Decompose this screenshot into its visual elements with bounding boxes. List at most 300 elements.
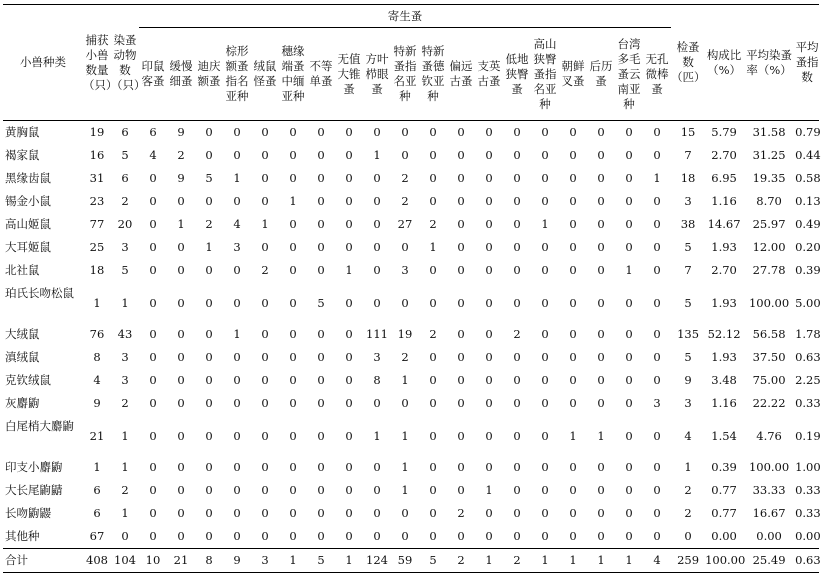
table-cell: 0 (205, 460, 213, 474)
table-cell: 0 (317, 240, 325, 254)
table-cell: 0 (569, 194, 577, 208)
table-cell: 16 (89, 148, 105, 162)
table-cell: 2 (177, 148, 185, 162)
table-cell: 0.33 (795, 506, 821, 520)
table-cell: 1 (93, 295, 101, 310)
table-cell: 0 (289, 327, 297, 341)
table-cell: 0 (233, 295, 241, 310)
table-row (3, 323, 819, 346)
table-row (3, 346, 819, 369)
table-cell: 0 (597, 396, 605, 410)
table-cell: 0 (289, 529, 297, 543)
table-cell: 1 (121, 506, 129, 520)
table-cell: 0 (205, 506, 213, 520)
table-row (3, 144, 819, 167)
table-cell: 0 (177, 460, 185, 474)
table-cell: 0 (429, 396, 437, 410)
table-cell: 0 (205, 263, 213, 277)
table-cell: 0 (233, 350, 241, 364)
table-cell: 0 (541, 350, 549, 364)
table-cell: 0 (513, 194, 521, 208)
table-cell: 1 (541, 217, 549, 231)
table-cell: 1.93 (711, 295, 737, 310)
table-row (3, 392, 819, 415)
table-cell: 0 (457, 350, 465, 364)
table-cell: 0 (149, 171, 157, 185)
table-cell: 0 (625, 327, 633, 341)
table-cell: 1 (615, 549, 643, 573)
table-cell: 2 (503, 549, 531, 573)
table-cell: 0 (457, 171, 465, 185)
table-cell: 0.77 (711, 506, 737, 520)
table-cell: 2 (261, 263, 269, 277)
table-cell: 3 (121, 240, 129, 254)
table-cell: 2 (121, 483, 129, 497)
table-cell: 0 (653, 148, 661, 162)
table-row (3, 213, 819, 236)
table-cell: 100.00 (748, 295, 790, 310)
table-cell: 5 (684, 240, 692, 254)
table-cell: 0 (597, 240, 605, 254)
table-cell: 0 (345, 217, 353, 231)
table-cell: 0 (205, 350, 213, 364)
table-row (3, 525, 819, 549)
table-cell: 0 (625, 350, 633, 364)
table-cell: 0 (317, 263, 325, 277)
table-cell: 0 (485, 506, 493, 520)
header-parasitic-fleas-group: 寄生蚤 (139, 5, 671, 28)
table-cell: 1 (345, 263, 353, 277)
table-cell: 0 (177, 506, 185, 520)
table-cell: 0 (625, 529, 633, 543)
table-cell: 0 (317, 327, 325, 341)
table-cell: 0 (345, 171, 353, 185)
table-cell: 7 (684, 148, 692, 162)
table-cell: 6 (93, 483, 101, 497)
table-cell: 0 (149, 506, 157, 520)
table-cell: 0 (261, 529, 269, 543)
table-cell: 0 (373, 194, 381, 208)
table-cell: 1.16 (711, 194, 737, 208)
table-cell: 0 (485, 194, 493, 208)
table-cell: 0 (149, 217, 157, 231)
table-cell: 1 (569, 428, 577, 443)
table-cell: 0 (261, 327, 269, 341)
table-cell: 0 (261, 295, 269, 310)
table-cell: 3.48 (711, 373, 737, 387)
table-cell: 0 (457, 148, 465, 162)
table-cell: 0 (625, 171, 633, 185)
header-flea-species: 台湾多毛蚤云南亚种 (615, 28, 643, 121)
header-infested-count: 染蚤动物数（只） (111, 5, 139, 121)
table-cell: 0 (457, 263, 465, 277)
table-cell: 1 (429, 240, 437, 254)
table-cell: 0 (345, 428, 353, 443)
table-cell: 1 (559, 549, 587, 573)
table-cell: 0 (541, 373, 549, 387)
table-cell: 0 (317, 460, 325, 474)
table-cell: 0 (261, 373, 269, 387)
table-cell: 0 (149, 483, 157, 497)
table-cell: 0 (625, 240, 633, 254)
table-cell: 0 (205, 148, 213, 162)
table-cell: 0 (345, 125, 353, 139)
table-cell: 0 (457, 529, 465, 543)
table-cell: 1 (653, 171, 661, 185)
table-cell: 0 (261, 460, 269, 474)
table-cell: 0 (457, 373, 465, 387)
table-cell: 0 (513, 240, 521, 254)
table-cell: 104 (111, 549, 139, 573)
table-cell: 52.12 (707, 327, 741, 341)
table-cell: 2 (401, 194, 409, 208)
table-cell: 0 (429, 295, 437, 310)
table-cell: 0 (289, 396, 297, 410)
table-cell: 0 (401, 240, 409, 254)
table-cell: 1 (475, 549, 503, 573)
table-cell: 0 (289, 217, 297, 231)
table-cell: 0 (205, 529, 213, 543)
table-cell: 111 (366, 327, 388, 341)
table-cell: 6 (121, 125, 129, 139)
table-cell: 2.70 (711, 148, 737, 162)
table-cell: 0 (625, 483, 633, 497)
table-cell: 8.70 (756, 194, 782, 208)
header-flea-species: 特新蚤指名亚种 (391, 28, 419, 121)
table-cell: 0.39 (711, 460, 737, 474)
table-cell: 0 (373, 125, 381, 139)
table-cell: 8 (93, 350, 101, 364)
table-cell: 0 (401, 396, 409, 410)
table-cell: 1 (373, 428, 381, 443)
table-cell: 18 (680, 171, 696, 185)
table-cell: 0 (373, 263, 381, 277)
table-cell: 2 (401, 350, 409, 364)
table-cell: 2.25 (795, 373, 821, 387)
table-cell: 0 (317, 171, 325, 185)
table-cell: 0.19 (795, 428, 821, 443)
table-cell: 33.33 (752, 483, 786, 497)
table-cell: 0 (429, 125, 437, 139)
table-cell: 0.13 (795, 194, 821, 208)
table-cell: 0 (429, 194, 437, 208)
table-cell: 0 (205, 428, 213, 443)
table-cell: 0 (625, 148, 633, 162)
table-cell: 0 (569, 373, 577, 387)
table-cell: 9 (223, 549, 251, 573)
table-cell: 0 (317, 396, 325, 410)
table-cell: 5 (205, 171, 213, 185)
table-cell: 0 (345, 148, 353, 162)
table-cell: 0 (233, 506, 241, 520)
row-species-name: 褐家鼠 (5, 148, 40, 162)
table-cell: 0 (289, 263, 297, 277)
table-cell: 1.93 (711, 350, 737, 364)
table-cell: 3 (401, 263, 409, 277)
table-cell: 0 (569, 350, 577, 364)
table-cell: 0 (233, 263, 241, 277)
table-cell: 0 (597, 327, 605, 341)
table-body (3, 121, 819, 573)
table-cell: 0 (289, 125, 297, 139)
table-cell: 0 (653, 295, 661, 310)
table-cell: 0 (345, 483, 353, 497)
table-cell: 31.58 (752, 125, 786, 139)
table-cell: 0.49 (795, 217, 821, 231)
header-flea-species: 绒鼠怪蚤 (251, 28, 279, 121)
row-species-name: 灰麝鼩 (5, 396, 40, 410)
table-cell: 0 (569, 460, 577, 474)
table-cell: 0 (121, 529, 129, 543)
table-cell: 0 (261, 171, 269, 185)
table-cell: 0 (485, 529, 493, 543)
table-cell: 0 (513, 529, 521, 543)
table-cell: 124 (363, 549, 391, 573)
table-cell: 5.79 (711, 125, 737, 139)
table-cell: 1 (233, 327, 241, 341)
table-cell: 0 (373, 506, 381, 520)
table-cell: 0 (541, 428, 549, 443)
table-cell: 6 (93, 506, 101, 520)
header-flea-species: 印鼠客蚤 (139, 28, 167, 121)
table-cell: 0 (149, 396, 157, 410)
header-flea-species: 偏远古蚤 (447, 28, 475, 121)
table-cell: 0 (569, 295, 577, 310)
table-cell: 0 (261, 396, 269, 410)
table-cell: 0 (205, 295, 213, 310)
table-cell: 2 (429, 327, 437, 341)
table-cell: 0 (541, 327, 549, 341)
table-row (3, 479, 819, 502)
table-cell: 0 (457, 483, 465, 497)
table-cell: 0 (149, 194, 157, 208)
header-flea-species: 缓慢细蚤 (167, 28, 195, 121)
header-flea-species: 无值大锥蚤 (335, 28, 363, 121)
header-flea-species: 不等单蚤 (307, 28, 335, 121)
table-cell: 0 (569, 148, 577, 162)
table-cell: 8 (195, 549, 223, 573)
table-cell: 0 (401, 125, 409, 139)
table-cell: 0.44 (795, 148, 821, 162)
table-cell: 0 (625, 194, 633, 208)
table-cell: 0 (429, 483, 437, 497)
table-cell: 1 (177, 217, 185, 231)
table-cell: 27.78 (752, 263, 786, 277)
table-cell: 1 (597, 428, 605, 443)
table-cell: 0 (569, 396, 577, 410)
table-cell: 1 (93, 460, 101, 474)
table-cell: 0 (513, 148, 521, 162)
table-cell: 0 (261, 240, 269, 254)
table-cell: 5 (121, 263, 129, 277)
table-cell: 0 (541, 529, 549, 543)
table-cell: 0 (513, 373, 521, 387)
table-cell: 0 (373, 396, 381, 410)
header-flea-species: 方叶栉眼蚤 (363, 28, 391, 121)
table-cell: 0 (653, 428, 661, 443)
table-cell: 3 (121, 350, 129, 364)
table-cell: 0 (485, 263, 493, 277)
table-cell: 0 (625, 506, 633, 520)
table-row (3, 167, 819, 190)
table-cell: 0 (541, 263, 549, 277)
table-cell: 0 (485, 428, 493, 443)
table-cell: 0.58 (795, 171, 821, 185)
table-cell: 0 (653, 217, 661, 231)
table-cell: 0 (429, 148, 437, 162)
table-cell: 0 (541, 396, 549, 410)
table-cell: 0 (373, 460, 381, 474)
table-cell: 38 (680, 217, 696, 231)
table-cell: 2 (457, 506, 465, 520)
table-cell: 0 (485, 373, 493, 387)
table-cell: 0.77 (711, 483, 737, 497)
table-cell: 7 (684, 263, 692, 277)
table-cell: 0 (149, 263, 157, 277)
table-cell: 0 (485, 171, 493, 185)
table-cell: 16.67 (752, 506, 786, 520)
table-cell: 22.22 (752, 396, 786, 410)
row-species-name: 合计 (3, 549, 83, 573)
row-species-name: 大绒鼠 (5, 327, 40, 341)
table-cell: 0 (373, 295, 381, 310)
table-cell: 0 (485, 460, 493, 474)
table-cell: 5 (317, 295, 325, 310)
table-cell: 0 (373, 171, 381, 185)
table-cell: 0 (205, 327, 213, 341)
table-cell: 0 (541, 125, 549, 139)
table-cell: 0 (457, 295, 465, 310)
table-cell: 0 (541, 194, 549, 208)
table-cell: 0 (597, 263, 605, 277)
table-cell: 0 (597, 148, 605, 162)
table-cell: 5 (684, 350, 692, 364)
table-cell: 3 (684, 396, 692, 410)
header-captured-count: 捕获小兽数量（只） (83, 5, 111, 121)
table-row (3, 502, 819, 525)
row-species-name: 印支小麝鼩 (5, 460, 63, 474)
header-flea-species: 朝鲜叉蚤 (559, 28, 587, 121)
table-cell: 0 (541, 460, 549, 474)
header-flea-species: 穗缘端蚤中缅亚种 (279, 28, 307, 121)
table-cell: 10 (139, 549, 167, 573)
table-cell: 0 (149, 327, 157, 341)
table-cell: 0 (233, 373, 241, 387)
table-cell: 0 (317, 529, 325, 543)
table-cell: 0.33 (795, 483, 821, 497)
table-cell: 0 (597, 125, 605, 139)
table-cell: 0 (233, 396, 241, 410)
table-cell: 0 (653, 460, 661, 474)
table-cell: 1 (205, 240, 213, 254)
table-cell: 2 (513, 327, 521, 341)
table-cell: 0 (345, 350, 353, 364)
table-cell: 0 (345, 506, 353, 520)
table-cell: 0 (653, 373, 661, 387)
table-cell: 0 (149, 460, 157, 474)
table-cell: 76 (89, 327, 105, 341)
table-cell: 0.00 (711, 529, 737, 543)
table-cell: 0 (177, 295, 185, 310)
table-cell: 0 (457, 194, 465, 208)
table-cell: 5 (307, 549, 335, 573)
table-cell: 4 (684, 428, 692, 443)
table-cell: 0 (485, 240, 493, 254)
table-cell: 0 (233, 194, 241, 208)
table-cell: 0 (485, 217, 493, 231)
row-species-name: 珀氏长吻松鼠 (5, 286, 74, 300)
table-cell: 0 (317, 194, 325, 208)
table-cell: 0 (401, 295, 409, 310)
header-flea-species: 支英古蚤 (475, 28, 503, 121)
table-cell: 1 (279, 549, 307, 573)
table-cell: 0 (401, 148, 409, 162)
table-cell: 1 (587, 549, 615, 573)
table-cell: 0 (149, 350, 157, 364)
table-cell: 0 (317, 148, 325, 162)
table-cell: 0 (569, 506, 577, 520)
table-cell: 3 (121, 373, 129, 387)
table-cell: 0 (653, 506, 661, 520)
table-cell: 0.00 (756, 529, 782, 543)
table-row (3, 236, 819, 259)
table-cell: 0 (177, 529, 185, 543)
row-species-name: 其他种 (5, 529, 40, 543)
table-cell: 59 (391, 549, 419, 573)
table-cell: 0 (317, 217, 325, 231)
table-cell: 21 (167, 549, 195, 573)
row-species-name: 白尾梢大麝鼩 (5, 419, 74, 433)
table-cell: 0 (429, 460, 437, 474)
table-cell: 0 (429, 373, 437, 387)
table-cell: 0.63 (795, 350, 821, 364)
table-cell: 0 (345, 327, 353, 341)
table-cell: 0 (177, 240, 185, 254)
header-fleas-collected: 检蚤数（匹） (671, 5, 705, 121)
table-cell: 0 (289, 171, 297, 185)
table-cell: 5.00 (795, 295, 821, 310)
table-cell: 2.70 (711, 263, 737, 277)
row-species-name: 长吻鼩鼹 (5, 506, 51, 520)
flea-data-table (3, 4, 819, 573)
table-cell: 0 (513, 396, 521, 410)
table-cell: 0 (653, 240, 661, 254)
table-cell: 25.97 (752, 217, 786, 231)
table-cell: 0 (149, 529, 157, 543)
table-row (3, 415, 819, 456)
table-cell: 1 (121, 428, 129, 443)
table-cell: 1 (684, 460, 692, 474)
table-cell: 3 (251, 549, 279, 573)
table-cell: 0 (569, 240, 577, 254)
table-cell: 0 (429, 428, 437, 443)
row-species-name: 高山姬鼠 (5, 217, 51, 231)
table-cell: 0 (205, 483, 213, 497)
table-cell: 0 (289, 350, 297, 364)
table-cell: 1.93 (711, 240, 737, 254)
table-cell: 0 (597, 171, 605, 185)
row-species-name: 北社鼠 (5, 263, 40, 277)
table-cell: 0 (149, 373, 157, 387)
table-cell: 100.00 (705, 549, 743, 573)
table-cell: 0 (289, 506, 297, 520)
table-cell: 3 (373, 350, 381, 364)
table-cell: 3 (233, 240, 241, 254)
table-cell: 9 (177, 171, 185, 185)
table-cell: 0 (485, 396, 493, 410)
table-cell: 2 (205, 217, 213, 231)
table-cell: 0 (429, 350, 437, 364)
